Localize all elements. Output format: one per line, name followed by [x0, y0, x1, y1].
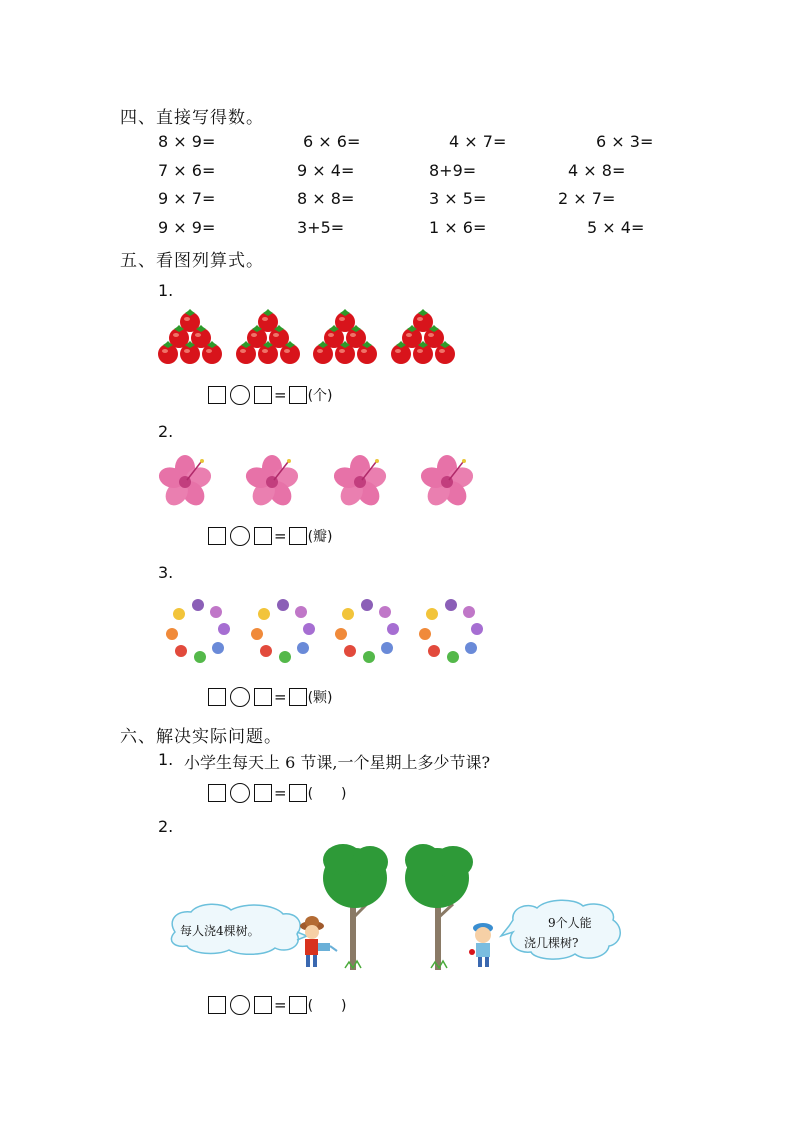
q2-answer-line [208, 525, 333, 547]
section4-title: 四、直接写得数。 [120, 108, 264, 128]
flower-1 [156, 455, 214, 510]
operator-circle[interactable] [230, 385, 250, 405]
s6-q2-answer-line [208, 994, 347, 1016]
right-bubble-text-line2: 浇几棵树? [524, 936, 579, 950]
child-with-cap [469, 923, 493, 967]
unit-label: (颗) [307, 690, 333, 706]
answer-box[interactable] [254, 688, 272, 706]
s6-q1-text: 小学生每天上 6 节课,一个星期上多少节课? [184, 753, 491, 772]
calc-r4c2: 3+5= [297, 218, 345, 237]
tomato-pile-4 [391, 309, 455, 364]
calc-r2c1: 7 × 6= [158, 161, 216, 180]
answer-box[interactable] [254, 386, 272, 404]
operator-circle[interactable] [230, 995, 250, 1015]
operator-circle[interactable] [230, 687, 250, 707]
tomato-groups [155, 308, 465, 372]
tomato-pile-2 [236, 309, 300, 364]
equals-sign: = [274, 527, 287, 545]
left-bubble-text: 每人浇4棵树。 [180, 924, 260, 938]
calc-r3c3: 3 × 5= [429, 189, 487, 208]
right-bubble-text-line1: 9个人能 [548, 916, 592, 930]
equals-sign: = [274, 386, 287, 404]
s6-q2-number: 2. [158, 817, 174, 836]
answer-box[interactable] [289, 688, 307, 706]
unit-label: (瓣) [307, 529, 333, 545]
answer-box[interactable] [254, 527, 272, 545]
calc-r4c1: 9 × 9= [158, 218, 216, 237]
section6-title: 六、解决实际问题。 [120, 727, 282, 747]
equals-sign: = [274, 784, 287, 802]
equals-sign: = [274, 688, 287, 706]
answer-box[interactable] [254, 996, 272, 1014]
equals-sign: = [274, 996, 287, 1014]
unit-label: (个) [307, 388, 333, 404]
unit-label: ( ) [307, 998, 347, 1014]
flower-2 [243, 455, 301, 510]
calc-r1c3: 4 × 7= [449, 132, 507, 151]
answer-box[interactable] [289, 386, 307, 404]
flower-4 [418, 455, 476, 510]
q3-answer-line [208, 686, 333, 708]
operator-circle[interactable] [230, 783, 250, 803]
tomato-pile-1 [158, 309, 222, 364]
answer-box[interactable] [208, 527, 226, 545]
flower-group [155, 450, 485, 510]
answer-box[interactable] [208, 386, 226, 404]
s6-q1-number: 1. [158, 750, 174, 769]
calc-r1c1: 8 × 9= [158, 132, 216, 151]
operator-circle[interactable] [230, 526, 250, 546]
bead-ring-3 [335, 599, 399, 663]
answer-box[interactable] [254, 784, 272, 802]
calc-r2c4: 4 × 8= [568, 161, 626, 180]
bead-ring-1 [166, 599, 230, 663]
bead-rings [160, 595, 500, 667]
bead-ring-4 [419, 599, 483, 663]
flower-3 [331, 455, 389, 510]
q1-answer-line [208, 384, 333, 406]
calc-r1c4: 6 × 3= [596, 132, 654, 151]
s6-q1-answer-line [208, 782, 347, 804]
q3-number: 3. [158, 563, 174, 582]
calc-r3c1: 9 × 7= [158, 189, 216, 208]
calc-r1c2: 6 × 6= [303, 132, 361, 151]
answer-box[interactable] [289, 996, 307, 1014]
calc-r2c2: 9 × 4= [297, 161, 355, 180]
tomato-pile-3 [313, 309, 377, 364]
answer-box[interactable] [208, 784, 226, 802]
calc-r2c3: 8+9= [429, 161, 477, 180]
child-with-watering-can [300, 916, 337, 967]
calc-r3c4: 2 × 7= [558, 189, 616, 208]
unit-label: ( ) [307, 786, 347, 802]
calc-r4c3: 1 × 6= [429, 218, 487, 237]
answer-box[interactable] [289, 784, 307, 802]
q1-number: 1. [158, 281, 174, 300]
calc-r4c4: 5 × 4= [587, 218, 645, 237]
bead-ring-2 [251, 599, 315, 663]
answer-box[interactable] [208, 688, 226, 706]
answer-box[interactable] [208, 996, 226, 1014]
watering-scene [165, 840, 635, 975]
answer-box[interactable] [289, 527, 307, 545]
calc-r3c2: 8 × 8= [297, 189, 355, 208]
section5-title: 五、看图列算式。 [120, 251, 264, 271]
q2-number: 2. [158, 422, 174, 441]
